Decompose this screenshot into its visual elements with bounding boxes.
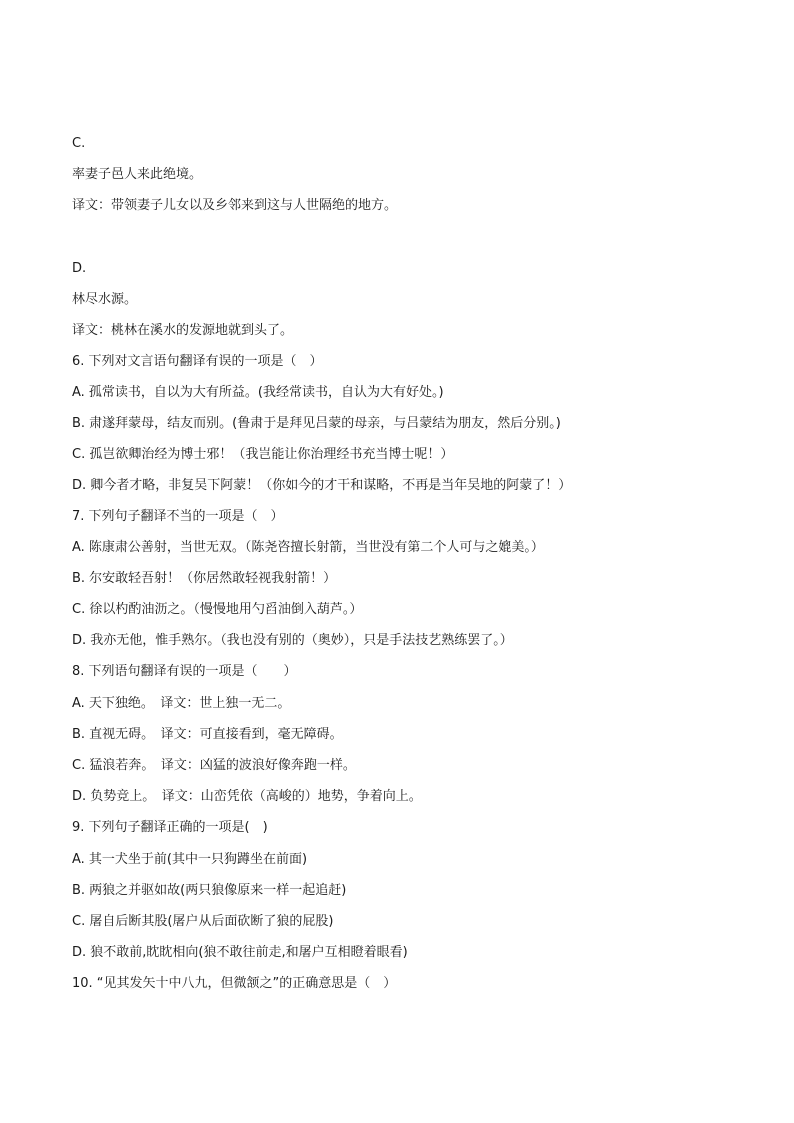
question-6: 6. 下列对文言语句翻译有误的一项是（ ）	[72, 354, 323, 369]
question-8: 8. 下列语句翻译有误的一项是（ ）	[72, 664, 297, 679]
question-9-option-a: A. 其一犬坐于前(其中一只狗蹲坐在前面)	[72, 852, 308, 867]
question-9-option-b: B. 两狼之并驱如故(两只狼像原来一样一起追赶)	[72, 883, 347, 898]
question-6-option-b: B. 肃遂拜蒙母，结友而别。(鲁肃于是拜见吕蒙的母亲，与吕蒙结为朋友，然后分别。)	[72, 416, 561, 431]
question-9: 9. 下列句子翻译正确的一项是( )	[72, 820, 268, 835]
option-c-label: C.	[72, 136, 86, 151]
question-8-option-c: C. 猛浪若奔。 译文：凶猛的波浪好像奔跑一样。	[72, 758, 356, 773]
question-8-option-a: A. 天下独绝。 译文：世上独一无二。	[72, 696, 291, 711]
question-7-option-b: B. 尔安敢轻吾射！（你居然敢轻视我射箭！）	[72, 571, 337, 586]
question-7-option-d: D. 我亦无他，惟手熟尔。（我也没有别的（奥妙），只是手法技艺熟练罢了。）	[72, 633, 513, 648]
option-c-translation: 译文：带领妻子儿女以及乡邻来到这与人世隔绝的地方。	[72, 198, 398, 213]
question-7-option-a: A. 陈康肃公善射，当世无双。（陈尧咨擅长射箭，当世没有第二个人可与之媲美。）	[72, 540, 544, 555]
question-6-option-a: A. 孤常读书，自以为大有所益。(我经常读书，自认为大有好处。)	[72, 385, 444, 400]
question-8-option-d: D. 负势竞上。 译文：山峦凭依（高峻的）地势，争着向上。	[72, 789, 422, 804]
question-9-option-c: C. 屠自后断其股(屠户从后面砍断了狼的屁股)	[72, 914, 334, 929]
question-9-option-d: D. 狼不敢前,眈眈相向(狼不敢往前走,和屠户互相瞪着眼看)	[72, 945, 408, 960]
question-10: 10. “见其发矢十中八九，但微颔之”的正确意思是（ ）	[72, 976, 397, 991]
question-7: 7. 下列句子翻译不当的一项是（ ）	[72, 509, 284, 524]
option-d-label: D.	[72, 261, 87, 276]
question-8-option-b: B. 直视无碍。 译文：可直接看到，毫无障碍。	[72, 727, 343, 742]
question-6-option-c: C. 孤岂欲卿治经为博士邪！（我岂能让你治理经书充当博士呢！）	[72, 447, 454, 462]
option-d-text: 林尽水源。	[72, 292, 138, 307]
question-7-option-c: C. 徐以杓酌油沥之。（慢慢地用勺舀油倒入葫芦。）	[72, 602, 363, 617]
option-d-translation: 译文：桃林在溪水的发源地就到头了。	[72, 323, 294, 338]
option-c-text: 率妻子邑人来此绝境。	[72, 167, 203, 182]
question-6-option-d: D. 卿今者才略，非复吴下阿蒙！（你如今的才干和谋略，不再是当年吴地的阿蒙了！）	[72, 478, 572, 493]
